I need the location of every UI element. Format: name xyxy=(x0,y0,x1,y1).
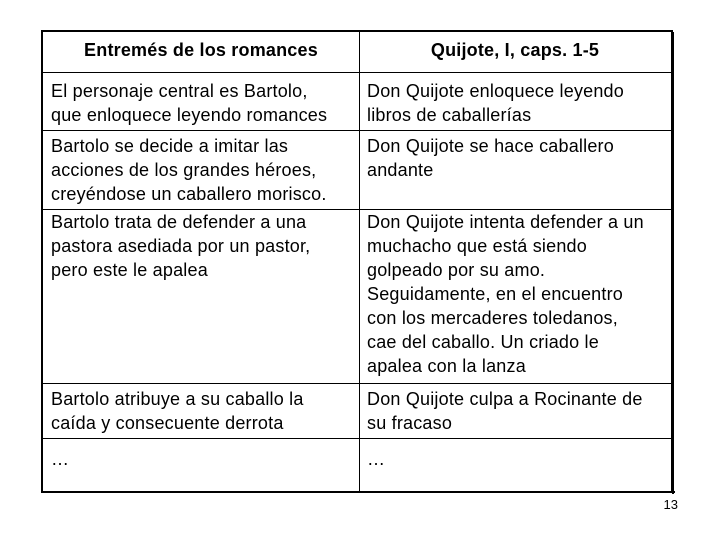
row-5-quijote: … xyxy=(367,449,386,469)
row-4-entremes: Bartolo atribuye a su caballo la caída y consecuente derrota xyxy=(51,389,304,433)
header-quijote: Quijote, I, caps. 1-5 xyxy=(430,40,600,60)
comparison-table xyxy=(41,30,673,493)
row-2-quijote: Don Quijote se hace caballero andante xyxy=(367,136,614,180)
table-shadow xyxy=(41,491,675,493)
row-divider xyxy=(43,438,671,439)
header-entremes: Entremés de los romances xyxy=(84,40,318,60)
row-1-entremes: El personaje central es Bartolo, que enloquece leyendo romances xyxy=(51,81,328,125)
row-divider xyxy=(43,383,671,384)
page-number: 13 xyxy=(663,497,678,512)
row-3-entremes: Bartolo trata de defender a una pastora asediada por un pastor, pero este le apalea xyxy=(51,212,311,280)
row-5-entremes: … xyxy=(51,449,70,469)
table-header-row xyxy=(43,38,671,68)
row-2-entremes: Bartolo se decide a imitar las acciones de los grandes héroes, creyéndose un caballero morisco. xyxy=(51,136,327,204)
row-1-quijote: Don Quijote enloquece leyendo libros de caballerías xyxy=(367,81,624,125)
row-4-quijote: Don Quijote culpa a Rocinante de su fracaso xyxy=(367,389,643,433)
row-divider xyxy=(43,72,671,73)
row-divider xyxy=(43,130,671,131)
row-3-quijote: Don Quijote intenta defender a un muchacho que está siendo golpeado por su amo. Seguidamente, en el encuentro con los mercaderes toledanos, cae del caballo. Un criado le apalea con la lanza xyxy=(367,212,644,376)
